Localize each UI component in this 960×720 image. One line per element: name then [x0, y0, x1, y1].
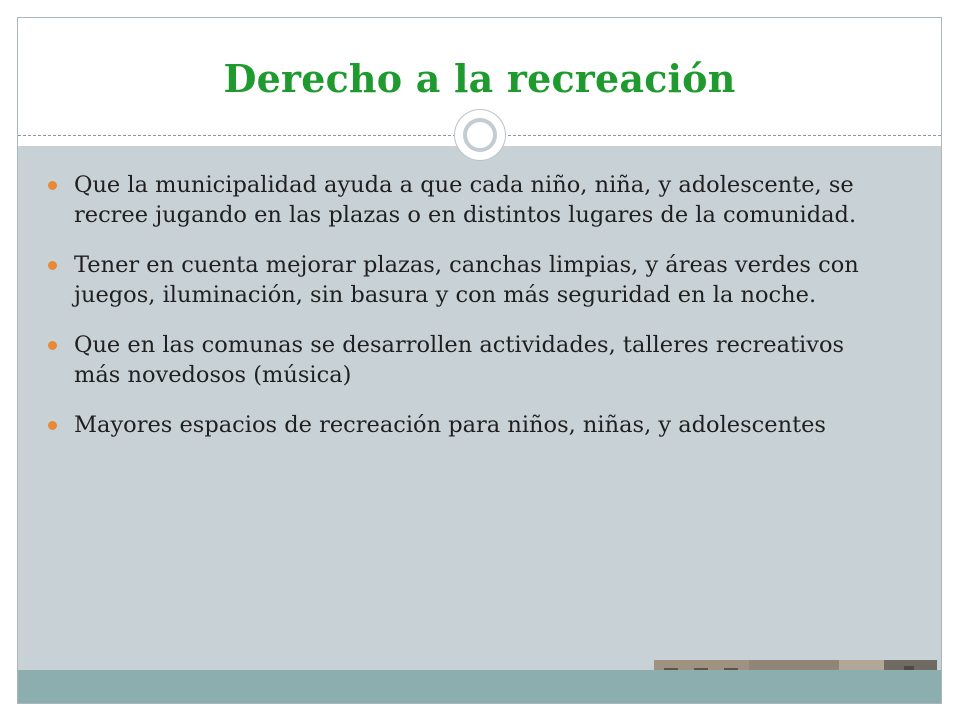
bullet-list	[48, 170, 868, 460]
bullet-text: Que la municipalidad ayuda a que cada niño, niña, y adolescente, se recree jugando en las plazas o en distintos lugares de la comunidad.	[74, 172, 857, 228]
bullet-dot-icon	[48, 261, 57, 270]
bullet-item	[48, 330, 868, 390]
divider-ring-icon	[455, 110, 505, 160]
bullet-item	[48, 410, 868, 440]
slide	[17, 17, 942, 704]
content-area	[18, 146, 941, 670]
bullet-item	[48, 250, 868, 310]
bullet-dot-icon	[48, 421, 57, 430]
bullet-text: Que en las comunas se desarrollen actividades, talleres recreativos más novedosos (música)	[74, 332, 845, 388]
bullet-item	[48, 170, 868, 230]
bullet-text: Tener en cuenta mejorar plazas, canchas limpias, y áreas verdes con juegos, iluminación, sin basura y con más seguridad en la noche.	[74, 252, 859, 308]
bullet-text: Mayores espacios de recreación para niños, niñas, y adolescentes	[74, 412, 826, 438]
bullet-dot-icon	[48, 181, 57, 190]
footer-bar	[18, 670, 941, 704]
slide-title: Derecho a la recreación	[223, 56, 736, 101]
bullet-dot-icon	[48, 341, 57, 350]
